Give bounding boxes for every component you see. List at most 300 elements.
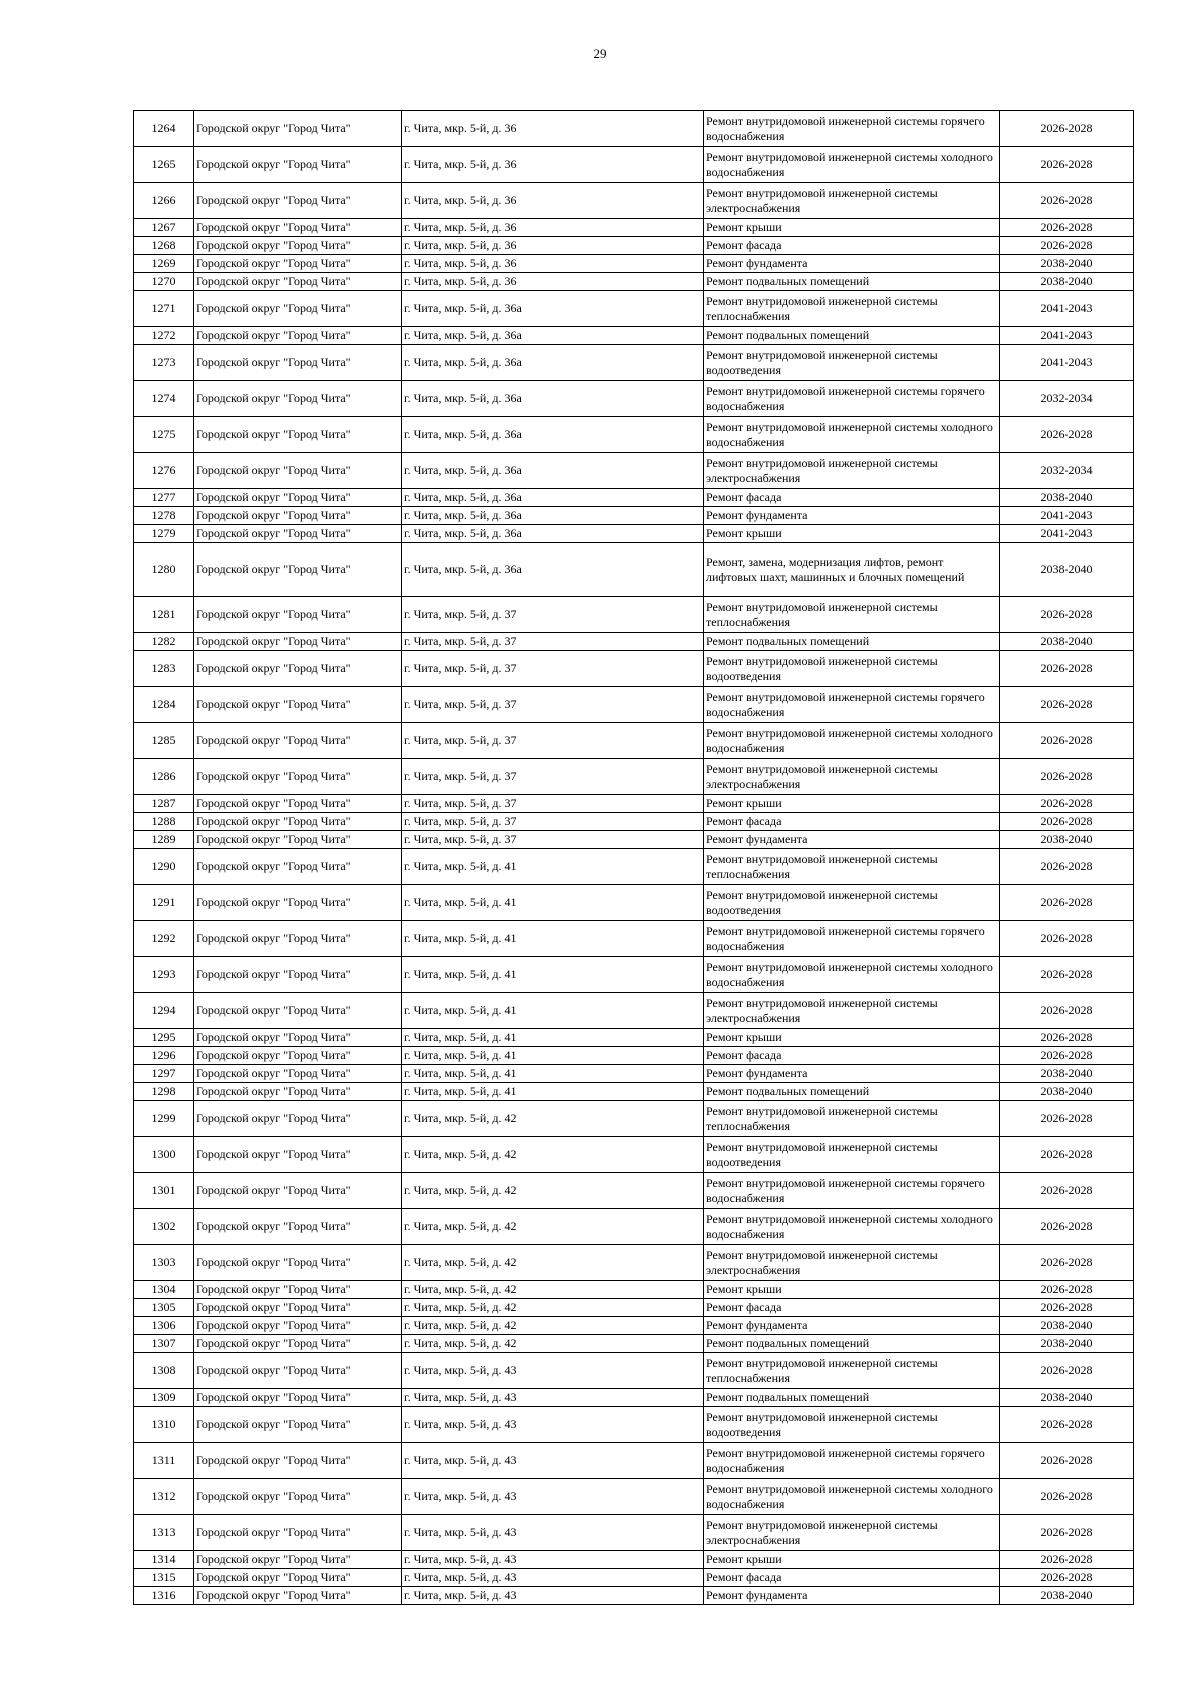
row-number-cell: 1284 <box>134 687 194 723</box>
period-cell: 2026-2028 <box>1000 111 1134 147</box>
row-number-cell: 1316 <box>134 1587 194 1605</box>
table-row <box>134 1137 1134 1173</box>
address-cell: г. Чита, мкр. 5-й, д. 36 <box>402 237 704 255</box>
period-cell: 2038-2040 <box>1000 255 1134 273</box>
row-number-cell: 1315 <box>134 1569 194 1587</box>
table-row <box>134 759 1134 795</box>
address-cell: г. Чита, мкр. 5-й, д. 36а <box>402 543 704 597</box>
municipality-cell: Городской округ "Город Чита" <box>194 489 402 507</box>
municipality-cell: Городской округ "Город Чита" <box>194 507 402 525</box>
address-cell: г. Чита, мкр. 5-й, д. 36а <box>402 507 704 525</box>
municipality-cell: Городской округ "Город Чита" <box>194 597 402 633</box>
address-cell: г. Чита, мкр. 5-й, д. 36а <box>402 489 704 507</box>
work-type-cell: Ремонт внутридомовой инженерной системы горячего водоснабжения <box>704 687 1000 723</box>
row-number-cell: 1303 <box>134 1245 194 1281</box>
period-cell: 2026-2028 <box>1000 1407 1134 1443</box>
period-cell: 2026-2028 <box>1000 417 1134 453</box>
municipality-cell: Городской округ "Город Чита" <box>194 1479 402 1515</box>
period-cell: 2026-2028 <box>1000 1479 1134 1515</box>
row-number-cell: 1270 <box>134 273 194 291</box>
work-type-cell: Ремонт подвальных помещений <box>704 633 1000 651</box>
work-type-cell: Ремонт подвальных помещений <box>704 273 1000 291</box>
address-cell: г. Чита, мкр. 5-й, д. 36 <box>402 255 704 273</box>
municipality-cell: Городской округ "Город Чита" <box>194 1245 402 1281</box>
period-cell: 2038-2040 <box>1000 489 1134 507</box>
address-cell: г. Чита, мкр. 5-й, д. 36а <box>402 291 704 327</box>
period-cell: 2038-2040 <box>1000 1317 1134 1335</box>
row-number-cell: 1279 <box>134 525 194 543</box>
work-type-cell: Ремонт внутридомовой инженерной системы теплоснабжения <box>704 1101 1000 1137</box>
address-cell: г. Чита, мкр. 5-й, д. 36а <box>402 417 704 453</box>
address-cell: г. Чита, мкр. 5-й, д. 37 <box>402 651 704 687</box>
address-cell: г. Чита, мкр. 5-й, д. 42 <box>402 1101 704 1137</box>
address-cell: г. Чита, мкр. 5-й, д. 43 <box>402 1569 704 1587</box>
municipality-cell: Городской округ "Город Чита" <box>194 759 402 795</box>
address-cell: г. Чита, мкр. 5-й, д. 37 <box>402 687 704 723</box>
table-row <box>134 597 1134 633</box>
table-row <box>134 237 1134 255</box>
work-type-cell: Ремонт крыши <box>704 1281 1000 1299</box>
table-row <box>134 921 1134 957</box>
address-cell: г. Чита, мкр. 5-й, д. 41 <box>402 1029 704 1047</box>
row-number-cell: 1278 <box>134 507 194 525</box>
period-cell: 2026-2028 <box>1000 1029 1134 1047</box>
work-type-cell: Ремонт фундамента <box>704 1587 1000 1605</box>
address-cell: г. Чита, мкр. 5-й, д. 43 <box>402 1407 704 1443</box>
address-cell: г. Чита, мкр. 5-й, д. 37 <box>402 597 704 633</box>
work-type-cell: Ремонт фундамента <box>704 255 1000 273</box>
row-number-cell: 1307 <box>134 1335 194 1353</box>
table-row <box>134 489 1134 507</box>
period-cell: 2038-2040 <box>1000 1335 1134 1353</box>
table-row <box>134 1209 1134 1245</box>
row-number-cell: 1311 <box>134 1443 194 1479</box>
address-cell: г. Чита, мкр. 5-й, д. 42 <box>402 1299 704 1317</box>
address-cell: г. Чита, мкр. 5-й, д. 36 <box>402 183 704 219</box>
work-type-cell: Ремонт фасада <box>704 813 1000 831</box>
period-cell: 2041-2043 <box>1000 525 1134 543</box>
municipality-cell: Городской округ "Город Чита" <box>194 183 402 219</box>
row-number-cell: 1268 <box>134 237 194 255</box>
work-type-cell: Ремонт фасада <box>704 1569 1000 1587</box>
period-cell: 2026-2028 <box>1000 1209 1134 1245</box>
table-row <box>134 1551 1134 1569</box>
table-row <box>134 1029 1134 1047</box>
period-cell: 2026-2028 <box>1000 1551 1134 1569</box>
table-row <box>134 1245 1134 1281</box>
table-row <box>134 957 1134 993</box>
table-row <box>134 1389 1134 1407</box>
address-cell: г. Чита, мкр. 5-й, д. 43 <box>402 1479 704 1515</box>
page-number: 29 <box>593 46 607 61</box>
table-row <box>134 1407 1134 1443</box>
period-cell: 2026-2028 <box>1000 183 1134 219</box>
table-row <box>134 1569 1134 1587</box>
work-type-cell: Ремонт внутридомовой инженерной системы горячего водоснабжения <box>704 111 1000 147</box>
address-cell: г. Чита, мкр. 5-й, д. 41 <box>402 921 704 957</box>
municipality-cell: Городской округ "Город Чита" <box>194 273 402 291</box>
work-type-cell: Ремонт фасада <box>704 1299 1000 1317</box>
period-cell: 2032-2034 <box>1000 453 1134 489</box>
work-type-cell: Ремонт фундамента <box>704 831 1000 849</box>
period-cell: 2032-2034 <box>1000 381 1134 417</box>
work-type-cell: Ремонт внутридомовой инженерной системы электроснабжения <box>704 1245 1000 1281</box>
table-row <box>134 885 1134 921</box>
municipality-cell: Городской округ "Город Чита" <box>194 1317 402 1335</box>
municipality-cell: Городской округ "Город Чита" <box>194 831 402 849</box>
municipality-cell: Городской округ "Город Чита" <box>194 921 402 957</box>
period-cell: 2026-2028 <box>1000 957 1134 993</box>
period-cell: 2026-2028 <box>1000 147 1134 183</box>
municipality-cell: Городской округ "Город Чита" <box>194 345 402 381</box>
address-cell: г. Чита, мкр. 5-й, д. 42 <box>402 1317 704 1335</box>
municipality-cell: Городской округ "Город Чита" <box>194 255 402 273</box>
table-row <box>134 381 1134 417</box>
table-row <box>134 813 1134 831</box>
table-row <box>134 1353 1134 1389</box>
address-cell: г. Чита, мкр. 5-й, д. 42 <box>402 1209 704 1245</box>
row-number-cell: 1289 <box>134 831 194 849</box>
table-row <box>134 219 1134 237</box>
municipality-cell: Городской округ "Город Чита" <box>194 1101 402 1137</box>
period-cell: 2026-2028 <box>1000 1245 1134 1281</box>
table-row <box>134 723 1134 759</box>
period-cell: 2026-2028 <box>1000 1443 1134 1479</box>
row-number-cell: 1299 <box>134 1101 194 1137</box>
address-cell: г. Чита, мкр. 5-й, д. 41 <box>402 1083 704 1101</box>
work-type-cell: Ремонт внутридомовой инженерной системы холодного водоснабжения <box>704 957 1000 993</box>
row-number-cell: 1292 <box>134 921 194 957</box>
period-cell: 2041-2043 <box>1000 291 1134 327</box>
address-cell: г. Чита, мкр. 5-й, д. 43 <box>402 1353 704 1389</box>
period-cell: 2026-2028 <box>1000 597 1134 633</box>
municipality-cell: Городской округ "Город Чита" <box>194 1569 402 1587</box>
address-cell: г. Чита, мкр. 5-й, д. 37 <box>402 633 704 651</box>
row-number-cell: 1282 <box>134 633 194 651</box>
municipality-cell: Городской округ "Город Чита" <box>194 957 402 993</box>
work-type-cell: Ремонт фасада <box>704 1047 1000 1065</box>
row-number-cell: 1314 <box>134 1551 194 1569</box>
address-cell: г. Чита, мкр. 5-й, д. 36 <box>402 219 704 237</box>
municipality-cell: Городской округ "Город Чита" <box>194 885 402 921</box>
row-number-cell: 1283 <box>134 651 194 687</box>
period-cell: 2041-2043 <box>1000 327 1134 345</box>
period-cell: 2026-2028 <box>1000 921 1134 957</box>
address-cell: г. Чита, мкр. 5-й, д. 42 <box>402 1245 704 1281</box>
work-type-cell: Ремонт внутридомовой инженерной системы теплоснабжения <box>704 1353 1000 1389</box>
table-row <box>134 687 1134 723</box>
table-row <box>134 1443 1134 1479</box>
table-row <box>134 1479 1134 1515</box>
table-row <box>134 183 1134 219</box>
work-type-cell: Ремонт крыши <box>704 1029 1000 1047</box>
municipality-cell: Городской округ "Город Чита" <box>194 1353 402 1389</box>
table-row <box>134 1083 1134 1101</box>
table-row <box>134 273 1134 291</box>
work-type-cell: Ремонт подвальных помещений <box>704 1335 1000 1353</box>
municipality-cell: Городской округ "Город Чита" <box>194 1065 402 1083</box>
table-body <box>134 111 1134 1605</box>
municipality-cell: Городской округ "Город Чита" <box>194 1443 402 1479</box>
period-cell: 2038-2040 <box>1000 1083 1134 1101</box>
period-cell: 2026-2028 <box>1000 1137 1134 1173</box>
period-cell: 2026-2028 <box>1000 849 1134 885</box>
row-number-cell: 1297 <box>134 1065 194 1083</box>
period-cell: 2026-2028 <box>1000 651 1134 687</box>
address-cell: г. Чита, мкр. 5-й, д. 41 <box>402 885 704 921</box>
address-cell: г. Чита, мкр. 5-й, д. 42 <box>402 1335 704 1353</box>
municipality-cell: Городской округ "Город Чита" <box>194 1551 402 1569</box>
row-number-cell: 1309 <box>134 1389 194 1407</box>
address-cell: г. Чита, мкр. 5-й, д. 41 <box>402 849 704 885</box>
table-row <box>134 849 1134 885</box>
work-type-cell: Ремонт фундамента <box>704 507 1000 525</box>
municipality-cell: Городской округ "Город Чита" <box>194 795 402 813</box>
period-cell: 2038-2040 <box>1000 1389 1134 1407</box>
municipality-cell: Городской округ "Город Чита" <box>194 111 402 147</box>
work-type-cell: Ремонт внутридомовой инженерной системы холодного водоснабжения <box>704 1479 1000 1515</box>
period-cell: 2026-2028 <box>1000 885 1134 921</box>
row-number-cell: 1272 <box>134 327 194 345</box>
row-number-cell: 1274 <box>134 381 194 417</box>
work-type-cell: Ремонт, замена, модернизация лифтов, ремонт лифтовых шахт, машинных и блочных помещений <box>704 543 1000 597</box>
repair-schedule-table <box>133 110 1134 1605</box>
address-cell: г. Чита, мкр. 5-й, д. 41 <box>402 993 704 1029</box>
period-cell: 2041-2043 <box>1000 345 1134 381</box>
period-cell: 2041-2043 <box>1000 507 1134 525</box>
row-number-cell: 1277 <box>134 489 194 507</box>
address-cell: г. Чита, мкр. 5-й, д. 36а <box>402 525 704 543</box>
table-row <box>134 1065 1134 1083</box>
row-number-cell: 1287 <box>134 795 194 813</box>
municipality-cell: Городской округ "Город Чита" <box>194 1137 402 1173</box>
address-cell: г. Чита, мкр. 5-й, д. 41 <box>402 1047 704 1065</box>
period-cell: 2026-2028 <box>1000 759 1134 795</box>
address-cell: г. Чита, мкр. 5-й, д. 36а <box>402 453 704 489</box>
row-number-cell: 1291 <box>134 885 194 921</box>
table-row <box>134 417 1134 453</box>
municipality-cell: Городской округ "Город Чита" <box>194 1029 402 1047</box>
municipality-cell: Городской округ "Город Чита" <box>194 237 402 255</box>
work-type-cell: Ремонт фасада <box>704 237 1000 255</box>
work-type-cell: Ремонт внутридомовой инженерной системы горячего водоснабжения <box>704 1173 1000 1209</box>
work-type-cell: Ремонт крыши <box>704 795 1000 813</box>
row-number-cell: 1267 <box>134 219 194 237</box>
row-number-cell: 1301 <box>134 1173 194 1209</box>
table-row <box>134 1281 1134 1299</box>
work-type-cell: Ремонт внутридомовой инженерной системы электроснабжения <box>704 759 1000 795</box>
row-number-cell: 1313 <box>134 1515 194 1551</box>
address-cell: г. Чита, мкр. 5-й, д. 37 <box>402 723 704 759</box>
row-number-cell: 1266 <box>134 183 194 219</box>
period-cell: 2026-2028 <box>1000 723 1134 759</box>
address-cell: г. Чита, мкр. 5-й, д. 37 <box>402 795 704 813</box>
work-type-cell: Ремонт внутридомовой инженерной системы горячего водоснабжения <box>704 1443 1000 1479</box>
work-type-cell: Ремонт внутридомовой инженерной системы холодного водоснабжения <box>704 417 1000 453</box>
table-row <box>134 1587 1134 1605</box>
work-type-cell: Ремонт внутридомовой инженерной системы водоотведения <box>704 1407 1000 1443</box>
row-number-cell: 1293 <box>134 957 194 993</box>
address-cell: г. Чита, мкр. 5-й, д. 36а <box>402 327 704 345</box>
municipality-cell: Городской округ "Город Чита" <box>194 1209 402 1245</box>
work-type-cell: Ремонт подвальных помещений <box>704 1083 1000 1101</box>
municipality-cell: Городской округ "Город Чита" <box>194 291 402 327</box>
row-number-cell: 1295 <box>134 1029 194 1047</box>
table-row <box>134 1173 1134 1209</box>
row-number-cell: 1306 <box>134 1317 194 1335</box>
period-cell: 2026-2028 <box>1000 795 1134 813</box>
municipality-cell: Городской округ "Город Чита" <box>194 327 402 345</box>
address-cell: г. Чита, мкр. 5-й, д. 42 <box>402 1137 704 1173</box>
row-number-cell: 1304 <box>134 1281 194 1299</box>
period-cell: 2026-2028 <box>1000 219 1134 237</box>
municipality-cell: Городской округ "Город Чита" <box>194 417 402 453</box>
work-type-cell: Ремонт внутридомовой инженерной системы водоотведения <box>704 1137 1000 1173</box>
address-cell: г. Чита, мкр. 5-й, д. 36 <box>402 147 704 183</box>
row-number-cell: 1296 <box>134 1047 194 1065</box>
work-type-cell: Ремонт внутридомовой инженерной системы водоотведения <box>704 345 1000 381</box>
table-row <box>134 633 1134 651</box>
municipality-cell: Городской округ "Город Чита" <box>194 219 402 237</box>
address-cell: г. Чита, мкр. 5-й, д. 43 <box>402 1587 704 1605</box>
municipality-cell: Городской округ "Город Чита" <box>194 813 402 831</box>
row-number-cell: 1269 <box>134 255 194 273</box>
municipality-cell: Городской округ "Город Чита" <box>194 1083 402 1101</box>
work-type-cell: Ремонт подвальных помещений <box>704 327 1000 345</box>
work-type-cell: Ремонт внутридомовой инженерной системы электроснабжения <box>704 1515 1000 1551</box>
work-type-cell: Ремонт внутридомовой инженерной системы водоотведения <box>704 885 1000 921</box>
work-type-cell: Ремонт внутридомовой инженерной системы горячего водоснабжения <box>704 381 1000 417</box>
work-type-cell: Ремонт внутридомовой инженерной системы теплоснабжения <box>704 849 1000 885</box>
municipality-cell: Городской округ "Город Чита" <box>194 1173 402 1209</box>
period-cell: 2026-2028 <box>1000 1101 1134 1137</box>
municipality-cell: Городской округ "Город Чита" <box>194 1389 402 1407</box>
address-cell: г. Чита, мкр. 5-й, д. 43 <box>402 1443 704 1479</box>
row-number-cell: 1312 <box>134 1479 194 1515</box>
row-number-cell: 1310 <box>134 1407 194 1443</box>
work-type-cell: Ремонт внутридомовой инженерной системы теплоснабжения <box>704 597 1000 633</box>
row-number-cell: 1302 <box>134 1209 194 1245</box>
table-row <box>134 255 1134 273</box>
table-row <box>134 1317 1134 1335</box>
address-cell: г. Чита, мкр. 5-й, д. 36а <box>402 381 704 417</box>
municipality-cell: Городской округ "Город Чита" <box>194 543 402 597</box>
table-row <box>134 1047 1134 1065</box>
municipality-cell: Городской округ "Город Чита" <box>194 525 402 543</box>
period-cell: 2026-2028 <box>1000 1173 1134 1209</box>
municipality-cell: Городской округ "Город Чита" <box>194 849 402 885</box>
period-cell: 2038-2040 <box>1000 273 1134 291</box>
table-row <box>134 651 1134 687</box>
period-cell: 2038-2040 <box>1000 543 1134 597</box>
municipality-cell: Городской округ "Город Чита" <box>194 651 402 687</box>
address-cell: г. Чита, мкр. 5-й, д. 43 <box>402 1551 704 1569</box>
address-cell: г. Чита, мкр. 5-й, д. 41 <box>402 957 704 993</box>
municipality-cell: Городской округ "Город Чита" <box>194 993 402 1029</box>
period-cell: 2026-2028 <box>1000 687 1134 723</box>
row-number-cell: 1271 <box>134 291 194 327</box>
period-cell: 2038-2040 <box>1000 1065 1134 1083</box>
municipality-cell: Городской округ "Город Чита" <box>194 1587 402 1605</box>
work-type-cell: Ремонт крыши <box>704 1551 1000 1569</box>
address-cell: г. Чита, мкр. 5-й, д. 37 <box>402 813 704 831</box>
table-row <box>134 327 1134 345</box>
municipality-cell: Городской округ "Город Чита" <box>194 723 402 759</box>
period-cell: 2026-2028 <box>1000 1515 1134 1551</box>
municipality-cell: Городской округ "Город Чита" <box>194 453 402 489</box>
work-type-cell: Ремонт внутридомовой инженерной системы водоотведения <box>704 651 1000 687</box>
municipality-cell: Городской округ "Город Чита" <box>194 147 402 183</box>
address-cell: г. Чита, мкр. 5-й, д. 41 <box>402 1065 704 1083</box>
row-number-cell: 1305 <box>134 1299 194 1317</box>
table-row <box>134 345 1134 381</box>
period-cell: 2026-2028 <box>1000 1353 1134 1389</box>
table-row <box>134 543 1134 597</box>
address-cell: г. Чита, мкр. 5-й, д. 37 <box>402 759 704 795</box>
table-row <box>134 1299 1134 1317</box>
address-cell: г. Чита, мкр. 5-й, д. 36а <box>402 345 704 381</box>
address-cell: г. Чита, мкр. 5-й, д. 37 <box>402 831 704 849</box>
work-type-cell: Ремонт фундамента <box>704 1317 1000 1335</box>
address-cell: г. Чита, мкр. 5-й, д. 36 <box>402 273 704 291</box>
period-cell: 2038-2040 <box>1000 1587 1134 1605</box>
period-cell: 2038-2040 <box>1000 633 1134 651</box>
row-number-cell: 1294 <box>134 993 194 1029</box>
address-cell: г. Чита, мкр. 5-й, д. 43 <box>402 1515 704 1551</box>
row-number-cell: 1285 <box>134 723 194 759</box>
period-cell: 2026-2028 <box>1000 993 1134 1029</box>
table-row <box>134 993 1134 1029</box>
work-type-cell: Ремонт крыши <box>704 525 1000 543</box>
work-type-cell: Ремонт внутридомовой инженерной системы электроснабжения <box>704 993 1000 1029</box>
municipality-cell: Городской округ "Город Чита" <box>194 633 402 651</box>
period-cell: 2026-2028 <box>1000 237 1134 255</box>
row-number-cell: 1286 <box>134 759 194 795</box>
row-number-cell: 1290 <box>134 849 194 885</box>
work-type-cell: Ремонт внутридомовой инженерной системы холодного водоснабжения <box>704 723 1000 759</box>
municipality-cell: Городской округ "Город Чита" <box>194 1407 402 1443</box>
row-number-cell: 1281 <box>134 597 194 633</box>
work-type-cell: Ремонт внутридомовой инженерной системы горячего водоснабжения <box>704 921 1000 957</box>
municipality-cell: Городской округ "Город Чита" <box>194 687 402 723</box>
row-number-cell: 1265 <box>134 147 194 183</box>
row-number-cell: 1276 <box>134 453 194 489</box>
row-number-cell: 1308 <box>134 1353 194 1389</box>
municipality-cell: Городской округ "Город Чита" <box>194 1515 402 1551</box>
period-cell: 2026-2028 <box>1000 1281 1134 1299</box>
table-row <box>134 1335 1134 1353</box>
table-row <box>134 1101 1134 1137</box>
period-cell: 2026-2028 <box>1000 813 1134 831</box>
municipality-cell: Городской округ "Город Чита" <box>194 1335 402 1353</box>
address-cell: г. Чита, мкр. 5-й, д. 43 <box>402 1389 704 1407</box>
row-number-cell: 1275 <box>134 417 194 453</box>
table-row <box>134 507 1134 525</box>
work-type-cell: Ремонт внутридомовой инженерной системы холодного водоснабжения <box>704 1209 1000 1245</box>
table-row <box>134 111 1134 147</box>
work-type-cell: Ремонт фасада <box>704 489 1000 507</box>
municipality-cell: Городской округ "Город Чита" <box>194 1047 402 1065</box>
period-cell: 2026-2028 <box>1000 1299 1134 1317</box>
address-cell: г. Чита, мкр. 5-й, д. 36 <box>402 111 704 147</box>
table-row <box>134 1515 1134 1551</box>
work-type-cell: Ремонт внутридомовой инженерной системы электроснабжения <box>704 183 1000 219</box>
row-number-cell: 1298 <box>134 1083 194 1101</box>
table-row <box>134 795 1134 813</box>
row-number-cell: 1273 <box>134 345 194 381</box>
address-cell: г. Чита, мкр. 5-й, д. 42 <box>402 1173 704 1209</box>
work-type-cell: Ремонт фундамента <box>704 1065 1000 1083</box>
